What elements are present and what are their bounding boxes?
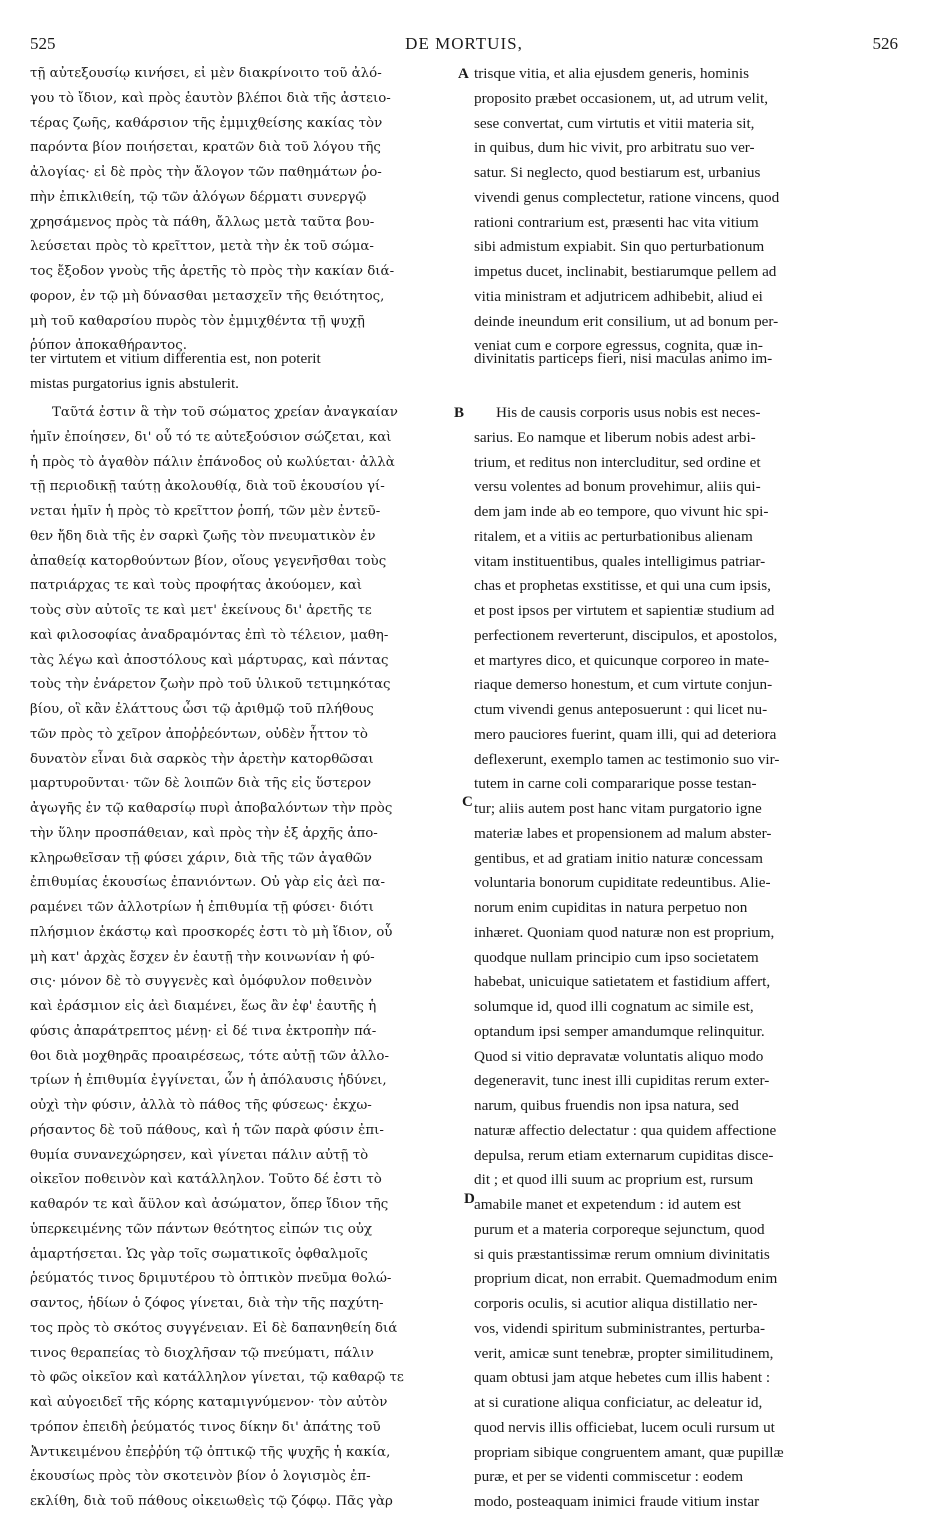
text-line: gentibus, et ad gratiam initio naturæ concessam (474, 849, 763, 867)
text-line: depulsa, rerum etiam externarum cupiditas disce- (474, 1146, 774, 1164)
text-line: πλήσμιον ἑκάστῳ καὶ προσκορές ἐστι τὸ μὴ ἴδιον, οὗ (30, 924, 393, 940)
text-line: οὐχὶ τὴν φύσιν, ἀλλὰ τὸ πάθος τῆς φύσεως· ἐκχω- (30, 1098, 372, 1113)
text-line: τῶν πρὸς τὸ χεῖρον ἀποῤῥεόντων, οὐδὲν ἧττον τὸ (30, 726, 368, 742)
text-line: divinitatis particeps fieri, nisi maculas animo im- (474, 350, 773, 367)
text-line: ὑπερκειμένης τῶν πάντων θεότητος εἰπών τις οὐχ (30, 1221, 373, 1237)
text-line: solumque id, quod illi cognatum ac simile est, (474, 998, 754, 1015)
text-line: ραμένει τῶν ἀλλοτρίων ἡ ἐπιθυμία τῇ φύσει· διότι (30, 900, 374, 915)
text-line: τῇ περιοδικῇ ταύτῃ ἀκολουθίᾳ, διὰ τοῦ ἑκουσίου γί- (30, 479, 385, 495)
text-line: versu volentes ad bonum provehimur, aliis qui- (474, 478, 761, 496)
text-line: trium, et reditus non intercluditur, sed ordine et (474, 453, 761, 471)
text-line: ἀπαθείᾳ κατορθούντων βίον, οἵους γεγενῆσθαι τοὺς (30, 553, 387, 569)
text-line: νεται ἡμῖν ἡ πρὸς τὸ κρεῖττον ῥοπή, τῶν μὲν ἐντεῦ- (30, 504, 381, 519)
text-line: φύσις ἀπαράτρεπτος μένῃ· εἰ δέ τινα ἐκτροπὴν πά- (30, 1023, 377, 1039)
text-line: dit ; et quod illi suum ac proprium est, rursum (474, 1171, 754, 1189)
text-line: καὶ αὐγοειδεῖ τῆς κόρης καταμιγνύμενον· τὸν αὐτὸν (30, 1395, 388, 1410)
text-line: habebat, unicuique satietatem et fastidium affert, (474, 973, 771, 991)
text-line: et martyres dico, et quicunque corporeo in mate- (474, 651, 770, 669)
text-line: ritalem, et a vitiis ac perturbationibus alienam (474, 527, 753, 545)
text-line: τὸ φῶς οἰκεῖον καὶ κατάλληλον γίνεται, τῷ καθαρῷ τε (30, 1370, 404, 1386)
text-line: at si curatione aliqua conficiatur, ac deleatur id, (474, 1394, 763, 1411)
text-line: vitam instituentibus, quales intelligimus patriar- (474, 552, 766, 570)
text-line: παρόντα βίον ποιήσεται, κρατῶν διὰ τοῦ λόγου τῆς (30, 140, 381, 156)
text-line: καὶ φιλοσοφίας ἀναδραμόντας ἐπὶ τὸ τέλειον, μαθη- (30, 627, 389, 643)
text-line: mistas purgatorius ignis abstulerit. (30, 374, 239, 392)
text-line: μὴ τοῦ καθαρσίου πυρὸς τὸν ἐμμιχθέντα τῇ ψυχῇ (30, 313, 365, 329)
left-page-number: 525 (30, 34, 56, 53)
text-line: sarius. Eo namque et liberum nobis adest arbi- (474, 428, 756, 446)
text-line: γου τὸ ἴδιον, καὶ πρὸς ἑαυτὸν βλέποι διὰ τῆς ἀστειο- (30, 90, 391, 106)
text-line: propriam sibique congruentem amant, quæ pupillæ (474, 1443, 784, 1461)
text-line: δυνατὸν εἶναι διὰ σαρκὸς τὴν ἀρετὴν κατορθῶσαι (30, 751, 374, 767)
text-line: σαντος, ἡδίων ὁ ζόφος γίνεται, διὰ τὴν τῆς παχύτη- (30, 1296, 384, 1311)
latin-continuation-right (474, 347, 902, 372)
text-line: μὴ κατ' ἀρχὰς ἔσχεν ἐν ἑαυτῇ τὴν κοινωνίαν ἡ φύ- (30, 949, 375, 965)
text-line: ἡ πρὸς τὸ ἀγαθὸν πάλιν ἐπάνοδος οὐ κωλύεται· ἀλλὰ (30, 454, 395, 470)
text-line: εκλίθη, διὰ τοῦ πάθους οἰκειωθεὶς τῷ ζόφῳ. Πᾶς γὰρ (30, 1494, 393, 1509)
right-page-number: 526 (872, 34, 898, 53)
section-marker-a: A (458, 66, 469, 82)
text-line: τοὺς τὴν ἐνάρετον ζωὴν πρὸ τοῦ ὑλικοῦ τετιμηκότας (30, 677, 391, 693)
section-marker-c: C (462, 794, 473, 810)
text-line: μαρτυροῦνται· τῶν δὲ λοιπῶν διὰ τῆς εἰς ὕστερον (30, 776, 372, 792)
text-line: θεν ἤδη διὰ τῆς ἐν σαρκὶ ζωῆς τὸν πνευματικὸν ἐν (30, 528, 376, 544)
text-line: trisque vitia, et alia ejusdem generis, hominis (474, 65, 749, 82)
latin-continuation-left (30, 347, 470, 397)
text-line: Quod si vitio depravatæ voluntatis aliquo modo (474, 1047, 764, 1065)
text-line: dem jam inde ab eo tempore, quo vivunt hic spi- (474, 503, 769, 520)
text-line: puræ, et per se videnti commiscetur : eodem (474, 1468, 744, 1486)
text-line: norum enim cupiditas in natura perpetuo non (474, 899, 748, 916)
text-line: τρίων ἡ ἐπιθυμία ἐγγίνεται, ὧν ἡ ἀπόλαυσις ἡδύνει, (30, 1073, 387, 1089)
text-line: λεύσεται πρὸς τὸ κρεῖττον, μετὰ τὴν ἐκ τοῦ σώμα- (30, 239, 374, 255)
text-line: πατριάρχας τε καὶ τοὺς προφήτας ἀκούομεν, καὶ (30, 578, 363, 594)
text-line: tur; aliis autem post hanc vitam purgatorio igne (474, 800, 762, 817)
text-line: βίου, οἳ κἂν ἐλάττους ὦσι τῷ ἀριθμῷ τοῦ πλήθους (30, 702, 374, 717)
text-line: ἑκουσίως πρὸς τὸν σκοτεινὸν βίον ὁ λογισμὸς ἐπ- (30, 1469, 371, 1485)
text-line: vivendi genus complectetur, ratione vincens, quod (474, 188, 780, 206)
text-line: τέρας ζωῆς, καθάρσιον τῆς ἐμμιχθείσης κακίας τὸν (30, 115, 383, 131)
text-line: ἐπιθυμίας ἑκουσίως ἐπανιόντων. Οὐ γὰρ εἰς ἀεὶ πα- (30, 875, 385, 891)
page-header (30, 34, 898, 56)
text-line: veniat cum e corpore egressus, cognita, quæ in- (474, 337, 763, 355)
text-line: materiæ labes et propensionem ad malum abster- (474, 824, 772, 842)
text-line: τινος θεραπείας τὸ διοχλῆσαν τῷ πνεύματι, πάλιν (30, 1345, 374, 1361)
running-title: DE MORTUIS, (405, 34, 523, 53)
text-line: modo, posteaquam inimici fraude vitium instar (474, 1493, 760, 1510)
text-line: mero pauciores fuerint, quam illi, qui ad deteriora (474, 725, 777, 743)
text-line: vos, videndi spiritum subministrantes, perturba- (474, 1319, 766, 1337)
text-line: degeneravit, tunc inest illi cupiditas rerum exter- (474, 1072, 770, 1090)
text-line: inhæret. Quoniam quod naturæ non est proprium, (474, 923, 775, 941)
text-line: κληρωθεῖσαν τῇ φύσει χάριν, διὰ τῆς τῶν ἀγαθῶν (30, 850, 372, 866)
text-line: narum, quibus fruendis non ipsa natura, sed (474, 1097, 739, 1114)
text-line: si quis præstantissimæ rerum omnium divinitatis (474, 1245, 770, 1263)
text-line: τὰς λέγω καὶ ἀποστόλους καὶ μάρτυρας, καὶ πάντας (30, 652, 389, 668)
greek-column-block1 (30, 62, 464, 359)
text-line: riaque demerso honestum, et cum virtute conjun- (474, 676, 773, 694)
text-line: Ταῦτά ἐστιν ἃ τὴν τοῦ σώματος χρείαν ἀναγκαίαν (52, 405, 398, 420)
text-line: σις· μόνον δὲ τὸ συγγενὲς καὶ ὁμόφυλον ποθεινὸν (30, 974, 372, 990)
text-line: πὴν ἐπικλιθείη, τῷ τῶν ἀλόγων δέρματι συνεργῷ (30, 189, 367, 205)
text-line: sese convertat, cum virtutis et vitii materia sit, (474, 114, 755, 132)
text-line: φορον, ἐν τῷ μὴ δύνασθαι μετασχεῖν τῆς θειότητος, (30, 288, 385, 304)
latin-column-block1 (474, 62, 902, 359)
section-marker-b: B (454, 405, 465, 421)
latin-column-block2 (474, 401, 902, 1515)
text-line: amabile manet et expetendum : id autem est (474, 1196, 741, 1213)
text-line: τοὺς σὺν αὐτοῖς τε καὶ μετ' ἐκείνους δι' ἀρετῆς τε (30, 603, 372, 618)
text-line: impetus ducet, inclinabit, bestiarumque pellem ad (474, 263, 777, 280)
text-line: ἀλογίας· εἰ δὲ πρὸς τὴν ἄλογον τῶν παθημάτων ῥο- (30, 165, 382, 180)
text-line: quod nervis illis officiebat, lucem oculi rursum ut (474, 1418, 775, 1436)
text-line: rationi contrarium est, præsenti hac vita vitium (474, 213, 759, 231)
text-line: proposito præbet occasionem, ut, ad utrum velit, (474, 89, 768, 107)
text-line: τὴν ὕλην προσπάθειαν, καὶ πρὸς τὴν ἐξ ἀρχῆς ἀπο- (30, 825, 378, 841)
text-line: purum et a materia corporeque sejunctum, quod (474, 1220, 765, 1238)
text-line: corporis oculis, si acutior aliqua distillatio ner- (474, 1295, 758, 1312)
greek-column-block2 (30, 401, 464, 1515)
text-line: et post ipsos per virtutem et sapientiæ studium ad (474, 602, 775, 619)
text-line: θυμία συνανεχώρησεν, καὶ γίνεται πάλιν αὐτῇ τὸ (30, 1147, 369, 1163)
text-line: verit, amicæ sunt tenebræ, propter similitudinem, (474, 1344, 774, 1362)
text-line: perfectionem reverterunt, discipulos, et apostolos, (474, 626, 778, 644)
text-line: ρήσαντος δὲ τοῦ πάθους, καὶ ἡ τῶν παρὰ φύσιν ἐπι- (30, 1122, 384, 1138)
text-line: τρόπον ἐπειδὴ ῥεύματός τινος δίκην δι' ἀπάτης τοῦ (30, 1419, 381, 1435)
text-line: καθαρόν τε καὶ ἄϋλον καὶ ἀσώματον, ὅπερ ἴδιον τῆς (30, 1197, 389, 1212)
text-line: Ἀντικειμένου ἐπεῤῥύη τῷ ὀπτικῷ τῆς ψυχῆς ἡ κακία, (30, 1444, 391, 1460)
text-line: τος ἔξοδον γνοὺς τῆς ἀρετῆς τὸ πρὸς τὴν κακίαν διά- (30, 264, 395, 279)
text-line: ἡμῖν ἐποίησεν, δι' οὗ τό τε αὐτεξούσιον σώζεται, καὶ (30, 429, 392, 445)
text-line: His de causis corporis usus nobis est neces- (496, 404, 761, 421)
text-line: naturæ affectio delectatur : qua quidem affectione (474, 1121, 777, 1139)
text-line: ῥεύματός τινος δριμυτέρου τὸ ὀπτικὸν πνεῦμα θολώ- (30, 1271, 392, 1287)
text-line: vitia ministram et adjutricem adhibebit, aliud ei (474, 287, 763, 305)
text-line: voluntaria bonorum cupiditate redeuntibus. Alie- (474, 874, 771, 892)
section-marker-d: D (464, 1191, 475, 1207)
text-line: quodque nullam principio cum ipso societatem (474, 948, 759, 966)
text-line: deflexerunt, exemplo tamen ac testimonio suo vir- (474, 750, 780, 768)
text-line: tutem in carne coli compararique posse testan- (474, 775, 757, 793)
text-line: τῇ αὐτεξουσίῳ κινήσει, εἰ μὲν διακρίνοιτο τοῦ ἀλό- (30, 66, 382, 81)
text-line: τος πρὸς τὸ σκότος συγγένειαν. Εἰ δὲ δαπανηθείη διά (30, 1320, 398, 1336)
text-line: χρησάμενος πρὸς τὰ πάθη, ἄλλως μετὰ ταῦτα βου- (30, 214, 375, 230)
text-line: in quibus, dum hic vivit, pro arbitratu suo ver- (474, 139, 755, 157)
text-line: chas et prophetas exstitisse, et qui una cum ipsis, (474, 577, 771, 595)
text-line: ἀγωγῆς ἐν τῷ καθαρσίῳ πυρὶ ἀποβαλόντων τὴν πρὸς (30, 801, 393, 816)
text-line: sibi admistum expiabit. Sin quo perturbationum (474, 238, 765, 256)
text-line: satur. Si neglecto, quod bestiarum est, urbanius (474, 164, 761, 181)
text-line: καὶ ἐράσμιον εἰς ἀεὶ διαμένει, ἕως ἂν ἐφ' ἑαυτῆς ἡ (30, 999, 377, 1014)
text-line: deinde ineundum erit consilium, ut ad bonum per- (474, 312, 779, 330)
text-line: optandum ipsi semper amandumque relinquitur. (474, 1022, 765, 1040)
text-line: ἁμαρτήσεται. Ὡς γὰρ τοῖς σωματικοῖς ὀφθαλμοῖς (30, 1246, 368, 1262)
text-line: οἰκεῖον ποθεινὸν καὶ κατάλληλον. Τοῦτο δέ ἐστι τὸ (30, 1172, 382, 1188)
text-line: quam obtusi jam atque hebetes cum illis habent : (474, 1369, 771, 1387)
text-line: ter virtutem et vitium differentia est, non poterit (30, 350, 321, 367)
text-line: ῥύπον ἀποκαθήραντος. (30, 338, 187, 354)
text-line: θοι διὰ μοχθηρᾶς προαιρέσεως, τότε αὐτῇ τῶν ἀλλο- (30, 1048, 389, 1064)
text-line: proprium dicat, non errabit. Quemadmodum enim (474, 1270, 778, 1288)
text-line: ctum vivendi genus anteposuerunt : qui licet nu- (474, 701, 768, 718)
